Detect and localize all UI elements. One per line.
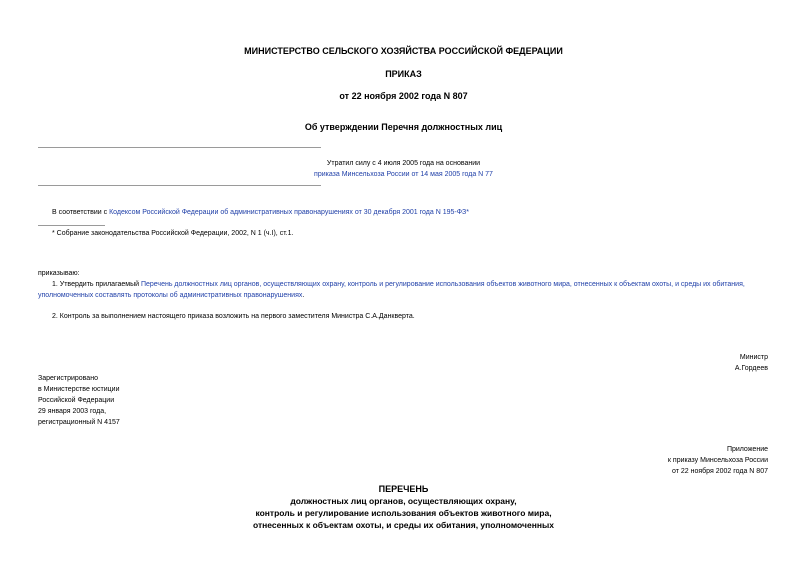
list-title-line: контроль и регулирование использования объектов животного мира, <box>255 508 552 518</box>
registration-line: Российской Федерации <box>38 397 115 404</box>
administrative-code-link[interactable]: Кодексом Российской Федерации об административных правонарушениях от 30 декабря 2001 года N 195-ФЗ* <box>109 209 469 216</box>
registration-line: в Министерстве юстиции <box>38 386 120 393</box>
signature-name: А.Гордеев <box>734 365 768 372</box>
ministry-title: МИНИСТЕРСТВО СЕЛЬСКОГО ХОЗЯЙСТВА РОССИЙСКОЙ ФЕДЕРАЦИИ <box>244 46 563 56</box>
list-link-continued[interactable]: уполномоченных составлять протоколы об административных правонарушениях <box>38 292 303 299</box>
repeal-order-link[interactable]: приказа Минсельхоза России от 14 мая 2005 года N 77 <box>314 171 493 178</box>
item-1-line-1 <box>52 279 745 290</box>
list-title-line: должностных лиц органов, осуществляющих охрану, <box>290 496 517 506</box>
item-1-prefix: 1. Утвердить прилагаемый <box>52 281 141 288</box>
appendix-line: к приказу Минсельхоза России <box>667 457 768 464</box>
footnote-divider <box>38 225 105 226</box>
appendix-block <box>668 444 768 477</box>
signature-title: Министр <box>739 354 768 361</box>
list-title-block <box>0 495 807 531</box>
list-link[interactable]: Перечень должностных лиц органов, осуществляющих охрану, контроль и регулирование использования объектов животного мира, отнесенных к объектам охоты, и среды их обитания, <box>140 281 745 288</box>
appendix-line: от 22 ноября 2002 года N 807 <box>672 468 768 475</box>
item-2: 2. Контроль за выполнением настоящего приказа возложить на первого заместителя Министра С.А.Данкверта. <box>52 313 415 320</box>
document-type: ПРИКАЗ <box>385 69 422 79</box>
list-title-line: отнесенных к объектам охоты, и среды их обитания, уполномоченных <box>253 520 554 530</box>
item-1-line-2 <box>38 290 304 301</box>
registration-line: Зарегистрировано <box>38 375 98 382</box>
preamble-prefix: В соответствии с <box>52 209 110 216</box>
registration-line: регистрационный N 4157 <box>38 419 120 426</box>
document-subject: Об утверждении Перечня должностных лиц <box>304 122 503 132</box>
footnote: * Собрание законодательства Российской Федерации, 2002, N 1 (ч.I), ст.1. <box>52 230 294 237</box>
order-word: приказываю: <box>38 270 80 277</box>
status-text: Утратил силу с 4 июля 2005 года на основании <box>326 160 481 167</box>
list-heading: ПЕРЕЧЕНЬ <box>378 484 429 494</box>
divider-bottom <box>38 185 321 186</box>
divider-top <box>38 147 321 148</box>
item-1-suffix: . <box>302 292 305 299</box>
registration-line: 29 января 2003 года, <box>38 408 107 415</box>
registration-block <box>38 373 120 428</box>
preamble <box>52 207 469 218</box>
document-date: от 22 ноября 2002 года N 807 <box>339 91 468 101</box>
appendix-line: Приложение <box>726 446 768 453</box>
